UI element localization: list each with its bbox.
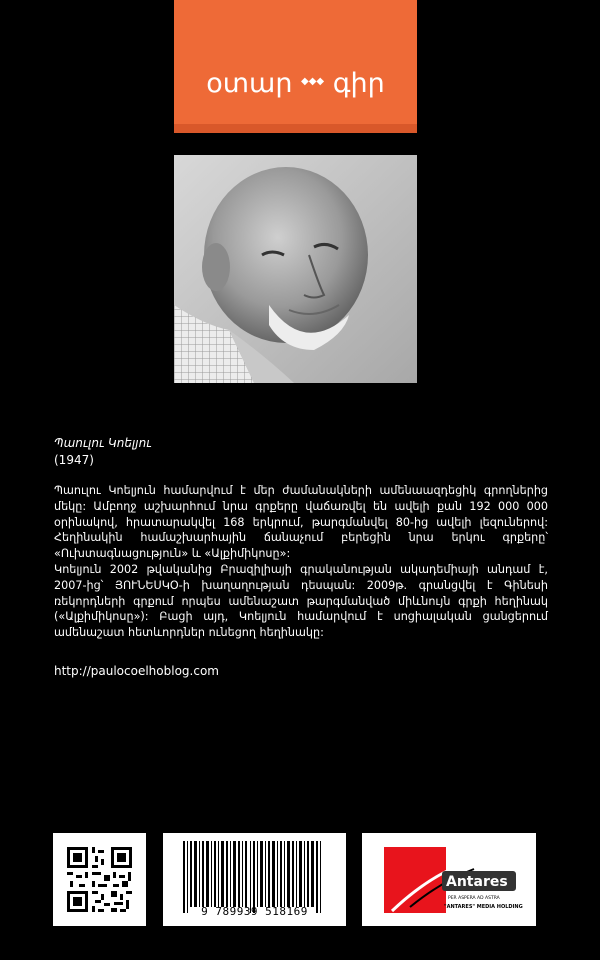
bio-paragraph-2: Կոելյուն 2002 թվականից Բրազիլիայի գրականության ակադեմիայի անդամ է, 2007-ից՝ ՅՈՒՆԵՍԿՕ-ի խաղաղության դեսպան: 2009թ. գրանցվել է Գինեսի ռեկորդների գրքում որպես ամենաշատ թարգմանված միևնույն գրքի հեղինակ («Ալքիմիկոսը»): Բացի այդ, Կոելյուն համարվում է սոցիալական ցանցերում ամենաշատ հետևորդներ ունեցող հեղինակը: xyxy=(54,562,548,640)
qr-code xyxy=(53,833,146,926)
series-ornament: ◆◆◆ xyxy=(301,76,325,87)
author-website-link[interactable]: http://paulocoelhoblog.com xyxy=(54,664,219,678)
series-name-left: օտար xyxy=(206,68,293,99)
series-banner xyxy=(174,0,417,133)
bio-paragraph-1: Պաուլու Կոելյուն համարվում է մեր ժամանակների ամենաազդեցիկ գրողներից մեկը: Ամբողջ աշխարհում նրա գրքերը վաճառվել են ավելի քան 192 000 000 օրինակով, հրատարակվել 168 երկրում, թարգմանվել 80-ից ավելի լեզուներով: Հեղինակին համաշխարհային ճանաչում բերեցին նրա երկու գրքերը՝ «Ուխտագնացություն» և «Ալքիմիկոսը»: xyxy=(54,484,548,561)
isbn-number: 9 789939 518169 xyxy=(201,905,308,918)
publisher-brand: Antares xyxy=(446,874,508,890)
series-banner-strip xyxy=(174,124,417,133)
publisher-logo xyxy=(362,833,536,926)
publisher-holding: "ANTARES" MEDIA HOLDING xyxy=(444,904,523,910)
publisher-tagline: PER ASPERA AD ASTRA xyxy=(448,896,500,901)
series-name-right: գիր xyxy=(332,68,385,99)
series-logo xyxy=(174,68,417,99)
author-name: Պաուլու Կոելյու xyxy=(54,436,152,450)
author-years: (1947) xyxy=(54,453,94,467)
author-bio xyxy=(54,483,548,641)
author-photo xyxy=(174,155,417,383)
